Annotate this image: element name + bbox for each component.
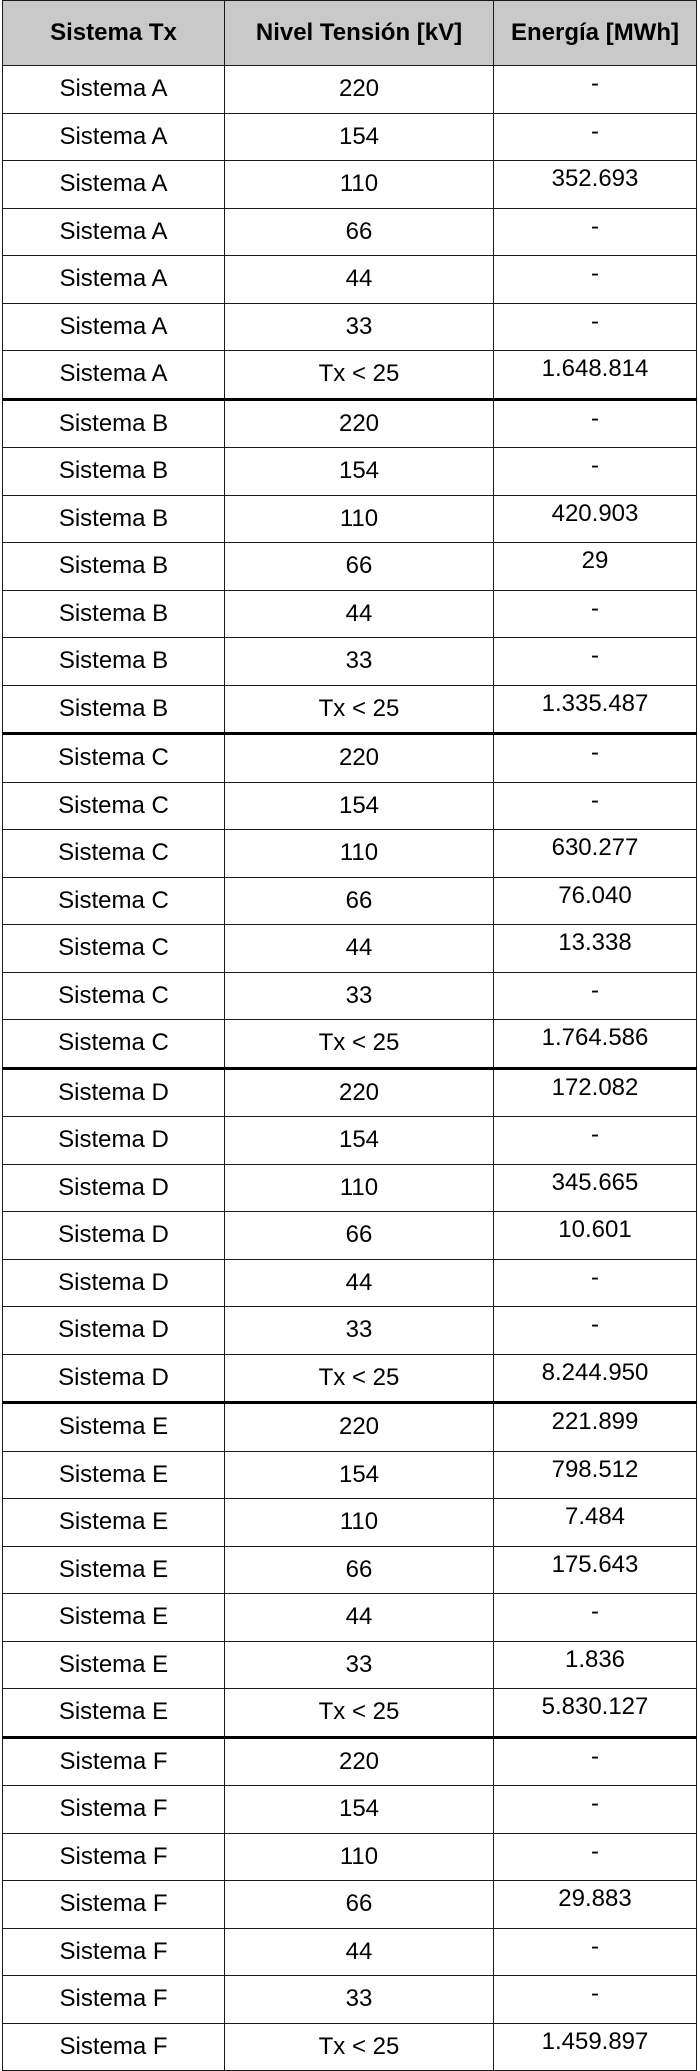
cell-energia: - <box>494 590 697 638</box>
cell-sistema: Sistema A <box>3 303 225 351</box>
cell-sistema: Sistema D <box>3 1164 225 1212</box>
cell-energia: 10.601 <box>494 1212 697 1260</box>
cell-energia: 420.903 <box>494 495 697 543</box>
table-row <box>3 1020 697 1069</box>
cell-sistema: Sistema C <box>3 782 225 830</box>
cell-sistema: Sistema E <box>3 1594 225 1642</box>
cell-energia: 7.484 <box>494 1499 697 1547</box>
cell-energia: 13.338 <box>494 925 697 973</box>
table-row <box>3 1403 697 1452</box>
cell-energia: - <box>494 638 697 686</box>
table-row <box>3 543 697 591</box>
cell-nivel-tension: 154 <box>225 1117 494 1165</box>
table-row <box>3 1117 697 1165</box>
cell-energia: 29 <box>494 543 697 591</box>
cell-sistema: Sistema A <box>3 256 225 304</box>
cell-energia: - <box>494 1833 697 1881</box>
cell-nivel-tension: 33 <box>225 303 494 351</box>
cell-sistema: Sistema E <box>3 1546 225 1594</box>
cell-energia: - <box>494 256 697 304</box>
table-row <box>3 1354 697 1403</box>
table-row <box>3 161 697 209</box>
cell-sistema: Sistema F <box>3 1976 225 2024</box>
cell-nivel-tension: Tx < 25 <box>225 2023 494 2071</box>
table-row <box>3 830 697 878</box>
cell-sistema: Sistema A <box>3 113 225 161</box>
cell-energia: 175.643 <box>494 1546 697 1594</box>
cell-nivel-tension: 220 <box>225 66 494 114</box>
cell-nivel-tension: 44 <box>225 925 494 973</box>
table-row <box>3 1164 697 1212</box>
cell-nivel-tension: Tx < 25 <box>225 1354 494 1403</box>
table-row <box>3 303 697 351</box>
cell-energia: - <box>494 448 697 496</box>
table-row <box>3 1499 697 1547</box>
cell-nivel-tension: 66 <box>225 1212 494 1260</box>
cell-sistema: Sistema F <box>3 1881 225 1929</box>
cell-nivel-tension: 110 <box>225 1164 494 1212</box>
cell-energia: - <box>494 303 697 351</box>
cell-energia: 1.648.814 <box>494 351 697 400</box>
cell-sistema: Sistema D <box>3 1259 225 1307</box>
table-row <box>3 448 697 496</box>
cell-nivel-tension: 33 <box>225 1976 494 2024</box>
cell-sistema: Sistema C <box>3 734 225 783</box>
cell-sistema: Sistema E <box>3 1689 225 1738</box>
cell-energia: 1.459.897 <box>494 2023 697 2071</box>
cell-nivel-tension: 154 <box>225 1451 494 1499</box>
cell-sistema: Sistema E <box>3 1403 225 1452</box>
energy-table <box>2 0 697 2071</box>
cell-sistema: Sistema B <box>3 638 225 686</box>
table-row <box>3 638 697 686</box>
cell-sistema: Sistema F <box>3 1786 225 1834</box>
header-sistema-tx: Sistema Tx <box>3 1 225 66</box>
cell-nivel-tension: 44 <box>225 1928 494 1976</box>
cell-energia: - <box>494 208 697 256</box>
cell-sistema: Sistema A <box>3 351 225 400</box>
table-row <box>3 877 697 925</box>
table-row <box>3 1976 697 2024</box>
cell-sistema: Sistema B <box>3 685 225 734</box>
table-row <box>3 1594 697 1642</box>
cell-nivel-tension: 66 <box>225 877 494 925</box>
table-row <box>3 1833 697 1881</box>
table-row <box>3 1786 697 1834</box>
cell-energia: - <box>494 1307 697 1355</box>
table-row <box>3 590 697 638</box>
table-row <box>3 1737 697 1786</box>
table-row <box>3 925 697 973</box>
cell-sistema: Sistema B <box>3 543 225 591</box>
table-row <box>3 256 697 304</box>
cell-energia: - <box>494 66 697 114</box>
cell-nivel-tension: 220 <box>225 399 494 448</box>
cell-sistema: Sistema D <box>3 1212 225 1260</box>
cell-energia: 630.277 <box>494 830 697 878</box>
header-row <box>3 1 697 66</box>
table-row <box>3 782 697 830</box>
cell-sistema: Sistema E <box>3 1499 225 1547</box>
cell-energia: - <box>494 1594 697 1642</box>
cell-sistema: Sistema D <box>3 1354 225 1403</box>
cell-nivel-tension: 44 <box>225 256 494 304</box>
cell-energia: 1.335.487 <box>494 685 697 734</box>
table-row <box>3 1546 697 1594</box>
cell-nivel-tension: 220 <box>225 1737 494 1786</box>
table-row <box>3 734 697 783</box>
cell-energia: 352.693 <box>494 161 697 209</box>
table-row <box>3 1307 697 1355</box>
cell-sistema: Sistema D <box>3 1307 225 1355</box>
cell-nivel-tension: 154 <box>225 113 494 161</box>
table-body <box>3 66 697 2071</box>
cell-nivel-tension: 110 <box>225 830 494 878</box>
cell-sistema: Sistema F <box>3 1737 225 1786</box>
table-row <box>3 1451 697 1499</box>
cell-nivel-tension: 33 <box>225 1307 494 1355</box>
table-row <box>3 1881 697 1929</box>
table-row <box>3 1689 697 1738</box>
cell-nivel-tension: 110 <box>225 495 494 543</box>
cell-energia: - <box>494 113 697 161</box>
cell-sistema: Sistema C <box>3 1020 225 1069</box>
cell-sistema: Sistema B <box>3 590 225 638</box>
cell-energia: - <box>494 782 697 830</box>
cell-nivel-tension: 220 <box>225 1403 494 1452</box>
cell-energia: - <box>494 734 697 783</box>
cell-energia: 1.764.586 <box>494 1020 697 1069</box>
cell-energia: - <box>494 1117 697 1165</box>
cell-sistema: Sistema A <box>3 161 225 209</box>
cell-sistema: Sistema A <box>3 208 225 256</box>
cell-sistema: Sistema C <box>3 972 225 1020</box>
cell-nivel-tension: 33 <box>225 638 494 686</box>
cell-sistema: Sistema B <box>3 448 225 496</box>
cell-sistema: Sistema F <box>3 1833 225 1881</box>
table-header <box>3 1 697 66</box>
cell-nivel-tension: 66 <box>225 1881 494 1929</box>
table-row <box>3 1212 697 1260</box>
cell-energia: - <box>494 399 697 448</box>
cell-energia: - <box>494 1259 697 1307</box>
cell-sistema: Sistema B <box>3 495 225 543</box>
cell-energia: - <box>494 1928 697 1976</box>
cell-nivel-tension: Tx < 25 <box>225 685 494 734</box>
cell-nivel-tension: Tx < 25 <box>225 1020 494 1069</box>
cell-energia: 8.244.950 <box>494 1354 697 1403</box>
cell-energia: - <box>494 1976 697 2024</box>
table-row <box>3 495 697 543</box>
cell-nivel-tension: 220 <box>225 1068 494 1117</box>
cell-nivel-tension: 154 <box>225 782 494 830</box>
cell-sistema: Sistema C <box>3 830 225 878</box>
cell-sistema: Sistema E <box>3 1451 225 1499</box>
cell-nivel-tension: Tx < 25 <box>225 1689 494 1738</box>
cell-energia: - <box>494 1786 697 1834</box>
cell-energia: 76.040 <box>494 877 697 925</box>
cell-nivel-tension: 33 <box>225 1641 494 1689</box>
cell-nivel-tension: 66 <box>225 1546 494 1594</box>
cell-sistema: Sistema A <box>3 66 225 114</box>
cell-energia: 221.899 <box>494 1403 697 1452</box>
cell-sistema: Sistema C <box>3 877 225 925</box>
table-row <box>3 685 697 734</box>
header-energia: Energía [MWh] <box>494 1 697 66</box>
cell-sistema: Sistema F <box>3 1928 225 1976</box>
cell-energia: 5.830.127 <box>494 1689 697 1738</box>
cell-nivel-tension: 154 <box>225 448 494 496</box>
table-row <box>3 66 697 114</box>
header-nivel-tension: Nivel Tensión [kV] <box>225 1 494 66</box>
table-row <box>3 351 697 400</box>
cell-nivel-tension: 66 <box>225 543 494 591</box>
table-row <box>3 1259 697 1307</box>
table-row <box>3 113 697 161</box>
cell-sistema: Sistema F <box>3 2023 225 2071</box>
cell-sistema: Sistema B <box>3 399 225 448</box>
table-row <box>3 1068 697 1117</box>
cell-nivel-tension: 154 <box>225 1786 494 1834</box>
cell-nivel-tension: 44 <box>225 1259 494 1307</box>
table-row <box>3 1641 697 1689</box>
cell-sistema: Sistema E <box>3 1641 225 1689</box>
cell-energia: 798.512 <box>494 1451 697 1499</box>
cell-nivel-tension: 110 <box>225 161 494 209</box>
cell-sistema: Sistema D <box>3 1117 225 1165</box>
table-row <box>3 972 697 1020</box>
cell-energia: 172.082 <box>494 1068 697 1117</box>
cell-energia: 29.883 <box>494 1881 697 1929</box>
cell-nivel-tension: 66 <box>225 208 494 256</box>
cell-energia: 1.836 <box>494 1641 697 1689</box>
table-row <box>3 2023 697 2071</box>
cell-nivel-tension: 110 <box>225 1833 494 1881</box>
cell-nivel-tension: 44 <box>225 1594 494 1642</box>
table-row <box>3 399 697 448</box>
cell-sistema: Sistema C <box>3 925 225 973</box>
cell-nivel-tension: 44 <box>225 590 494 638</box>
cell-sistema: Sistema D <box>3 1068 225 1117</box>
table-row <box>3 208 697 256</box>
cell-nivel-tension: 110 <box>225 1499 494 1547</box>
cell-nivel-tension: Tx < 25 <box>225 351 494 400</box>
cell-nivel-tension: 33 <box>225 972 494 1020</box>
cell-nivel-tension: 220 <box>225 734 494 783</box>
cell-energia: - <box>494 972 697 1020</box>
table-row <box>3 1928 697 1976</box>
cell-energia: 345.665 <box>494 1164 697 1212</box>
cell-energia: - <box>494 1737 697 1786</box>
